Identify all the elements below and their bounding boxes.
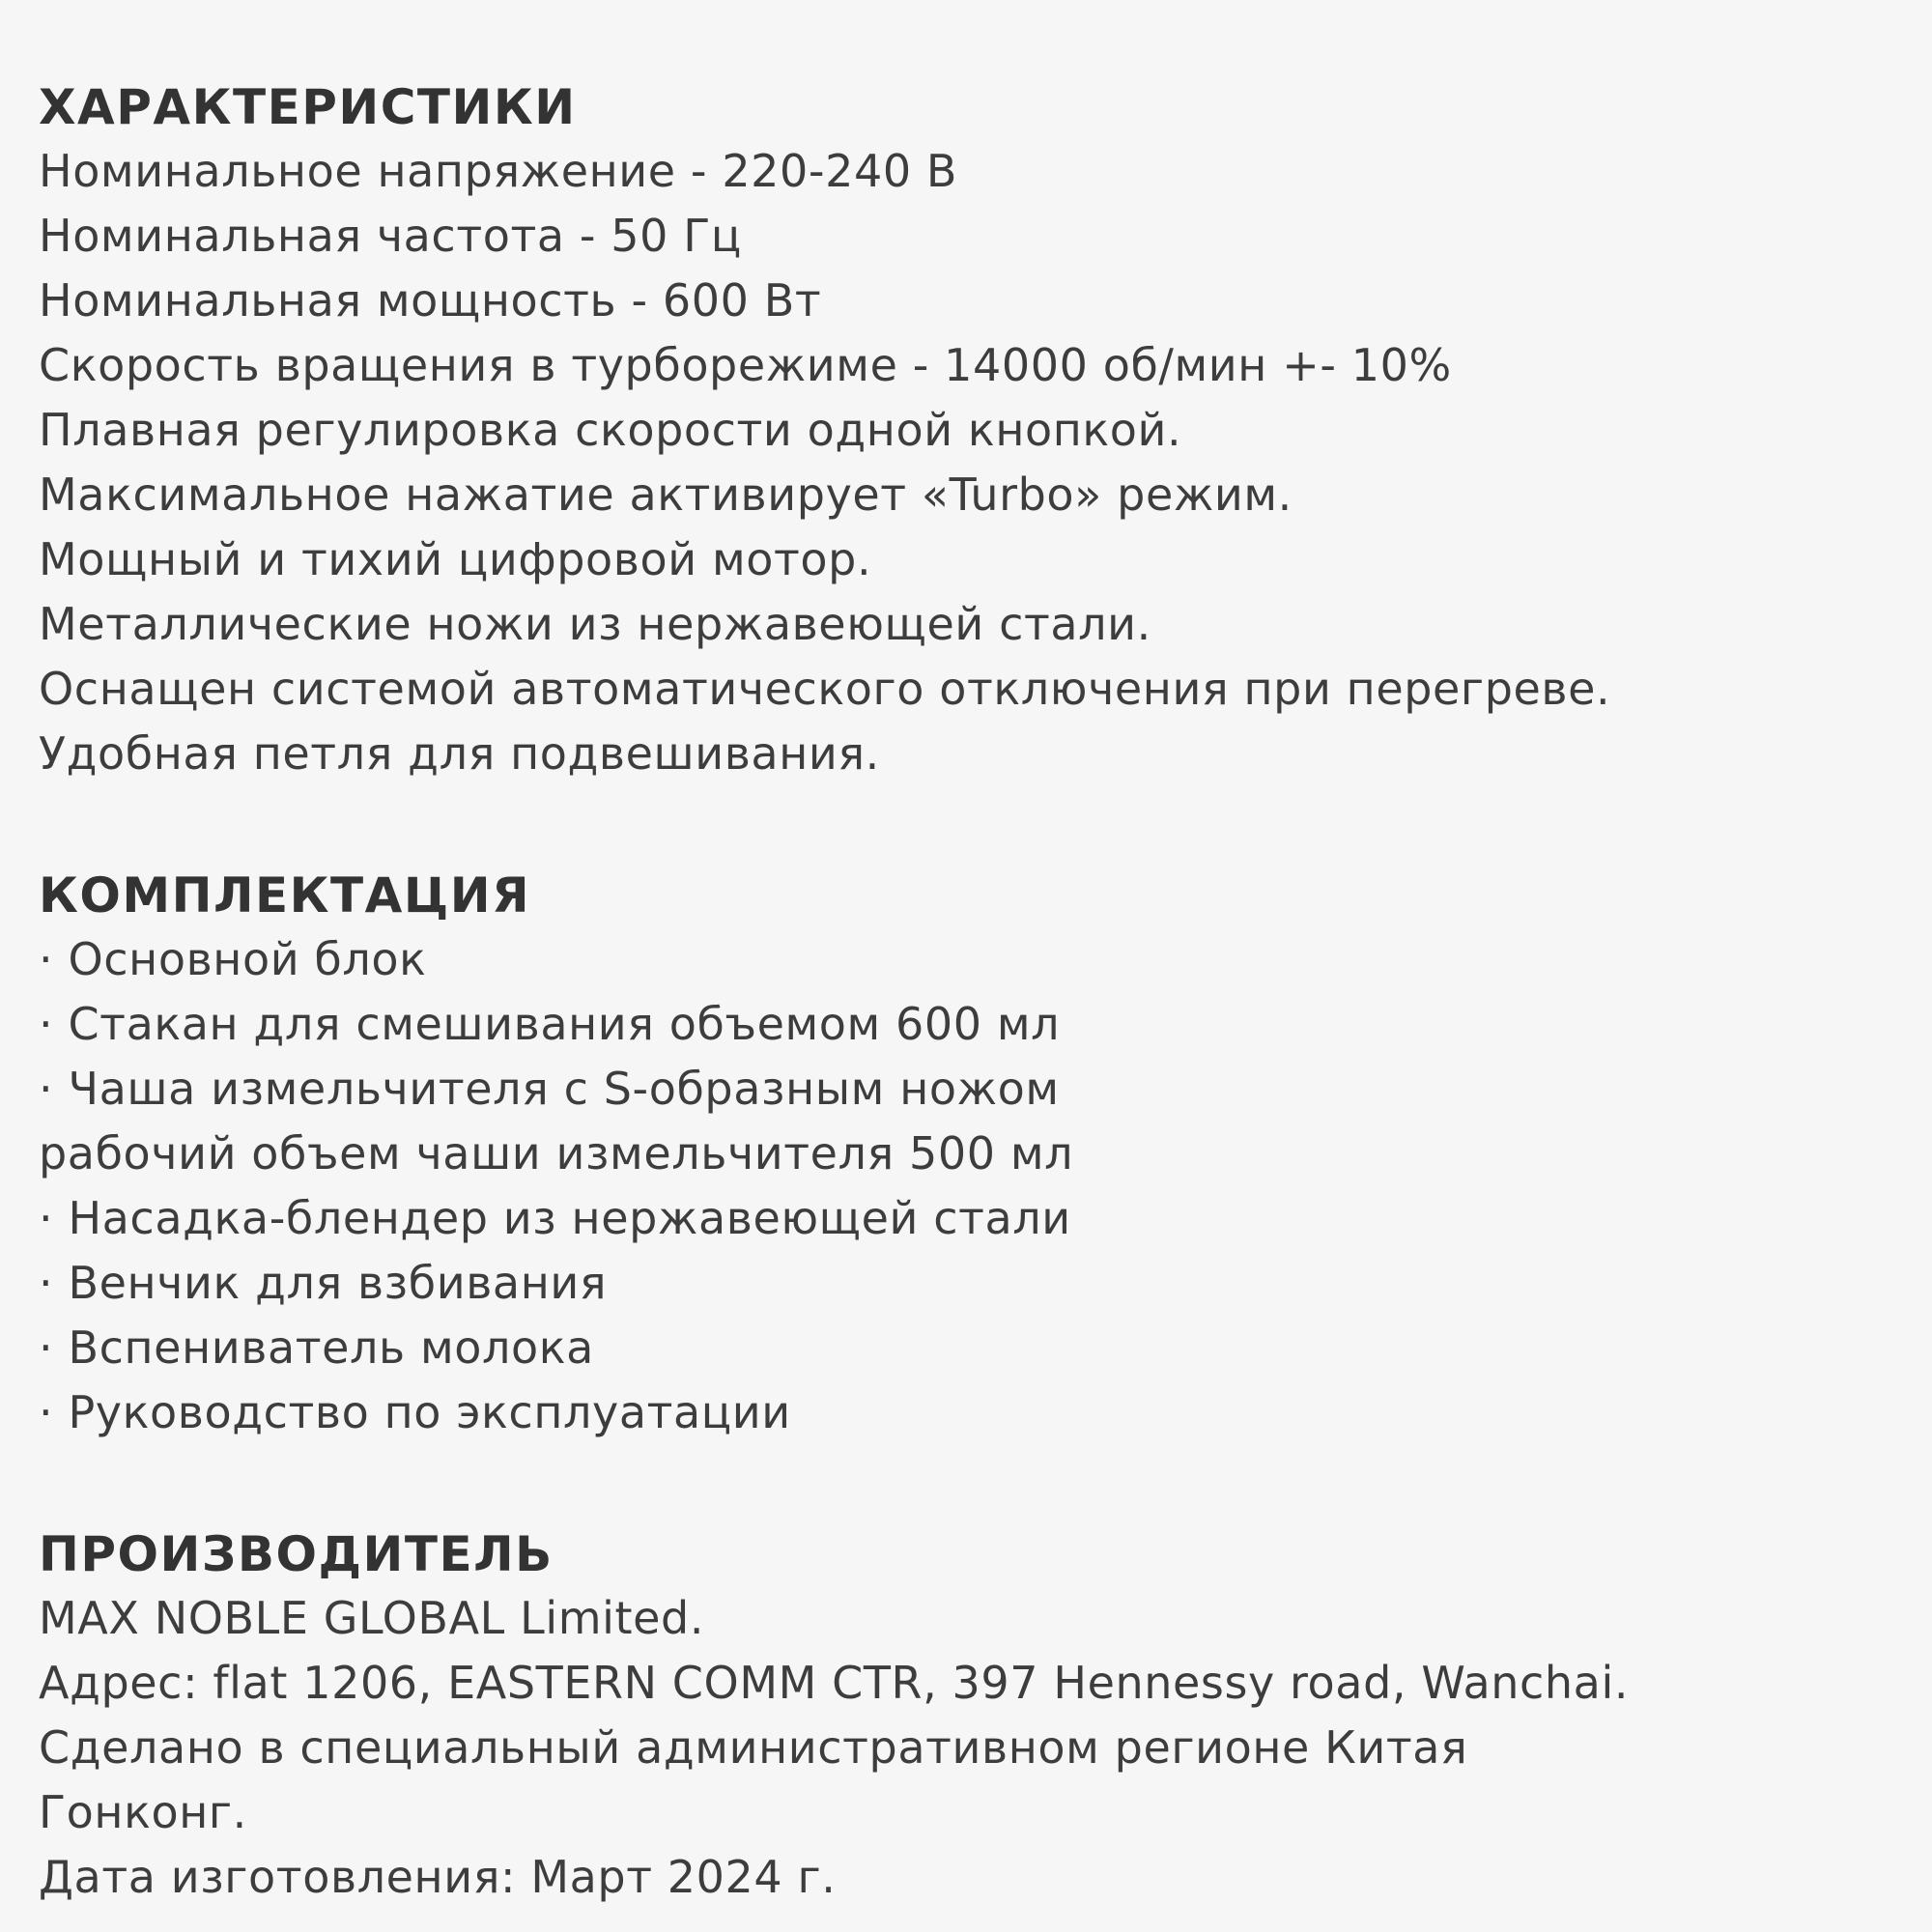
section-spacer [39,786,1913,864]
kit-item-main-unit: · Основной блок [39,927,1913,992]
spec-frequency: Номинальная частота - 50 Гц [39,210,742,262]
kit-item-whisk: · Венчик для взбивания [39,1251,1913,1316]
manufacturer-origin: Сделано в специальный административном регионе Китая [39,1721,1468,1774]
manufacturer-heading: ПРОИЗВОДИТЕЛЬ [39,1526,554,1582]
document-page [39,75,1913,1910]
specifications-heading: ХАРАКТЕРИСТИКИ [39,79,577,135]
spec-turbo-mode: Максимальное нажатие активирует «Turbo» режим. [39,469,1293,521]
spec-overheat-protection: Оснащен системой автоматического отключения при перегреве. [39,663,1611,715]
spec-motor: Мощный и тихий цифровой мотор. [39,533,872,585]
spec-turbo-speed: Скорость вращения в турборежиме - 14000 об/мин +- 10% [39,339,1452,391]
manufacturer-name: MAX NOBLE GLOBAL Limited. [39,1592,705,1644]
kit-item-milk-frother: · Вспениватель молока [39,1316,1913,1380]
spec-speed-control: Плавная регулировка скорости одной кнопкой. [39,404,1182,456]
manufacture-date: Дата изготовления: Март 2024 г. [39,1851,837,1903]
specifications-section [39,75,1913,786]
spec-power: Номинальная мощность - 600 Вт [39,274,822,327]
manufacturer-origin-cont: Гонконг. [39,1786,247,1838]
package-contents-heading: КОМПЛЕКТАЦИЯ [39,867,531,923]
kit-item-chopper-bowl-volume: рабочий объем чаши измельчителя 500 мл [39,1127,1074,1179]
section-spacer [39,1445,1913,1522]
kit-item-chopper-bowl: · Чаша измельчителя с S-образным ножом [39,1057,1913,1122]
kit-item-mixing-cup: · Стакан для смешивания объемом 600 мл [39,992,1913,1057]
spec-voltage: Номинальное напряжение - 220-240 В [39,145,958,197]
spec-blades: Металлические ножи из нержавеющей стали. [39,598,1151,650]
manufacturer-section [39,1522,1913,1910]
kit-item-manual: · Руководство по эксплуатации [39,1380,1913,1445]
manufacturer-address: Адрес: flat 1206, EASTERN COMM CTR, 397 Hennessy road, Wanchai. [39,1657,1630,1709]
kit-item-blender-attachment: · Насадка-блендер из нержавеющей стали [39,1186,1913,1251]
package-contents-section [39,864,1913,1445]
spec-hanging-loop: Удобная петля для подвешивания. [39,727,880,780]
